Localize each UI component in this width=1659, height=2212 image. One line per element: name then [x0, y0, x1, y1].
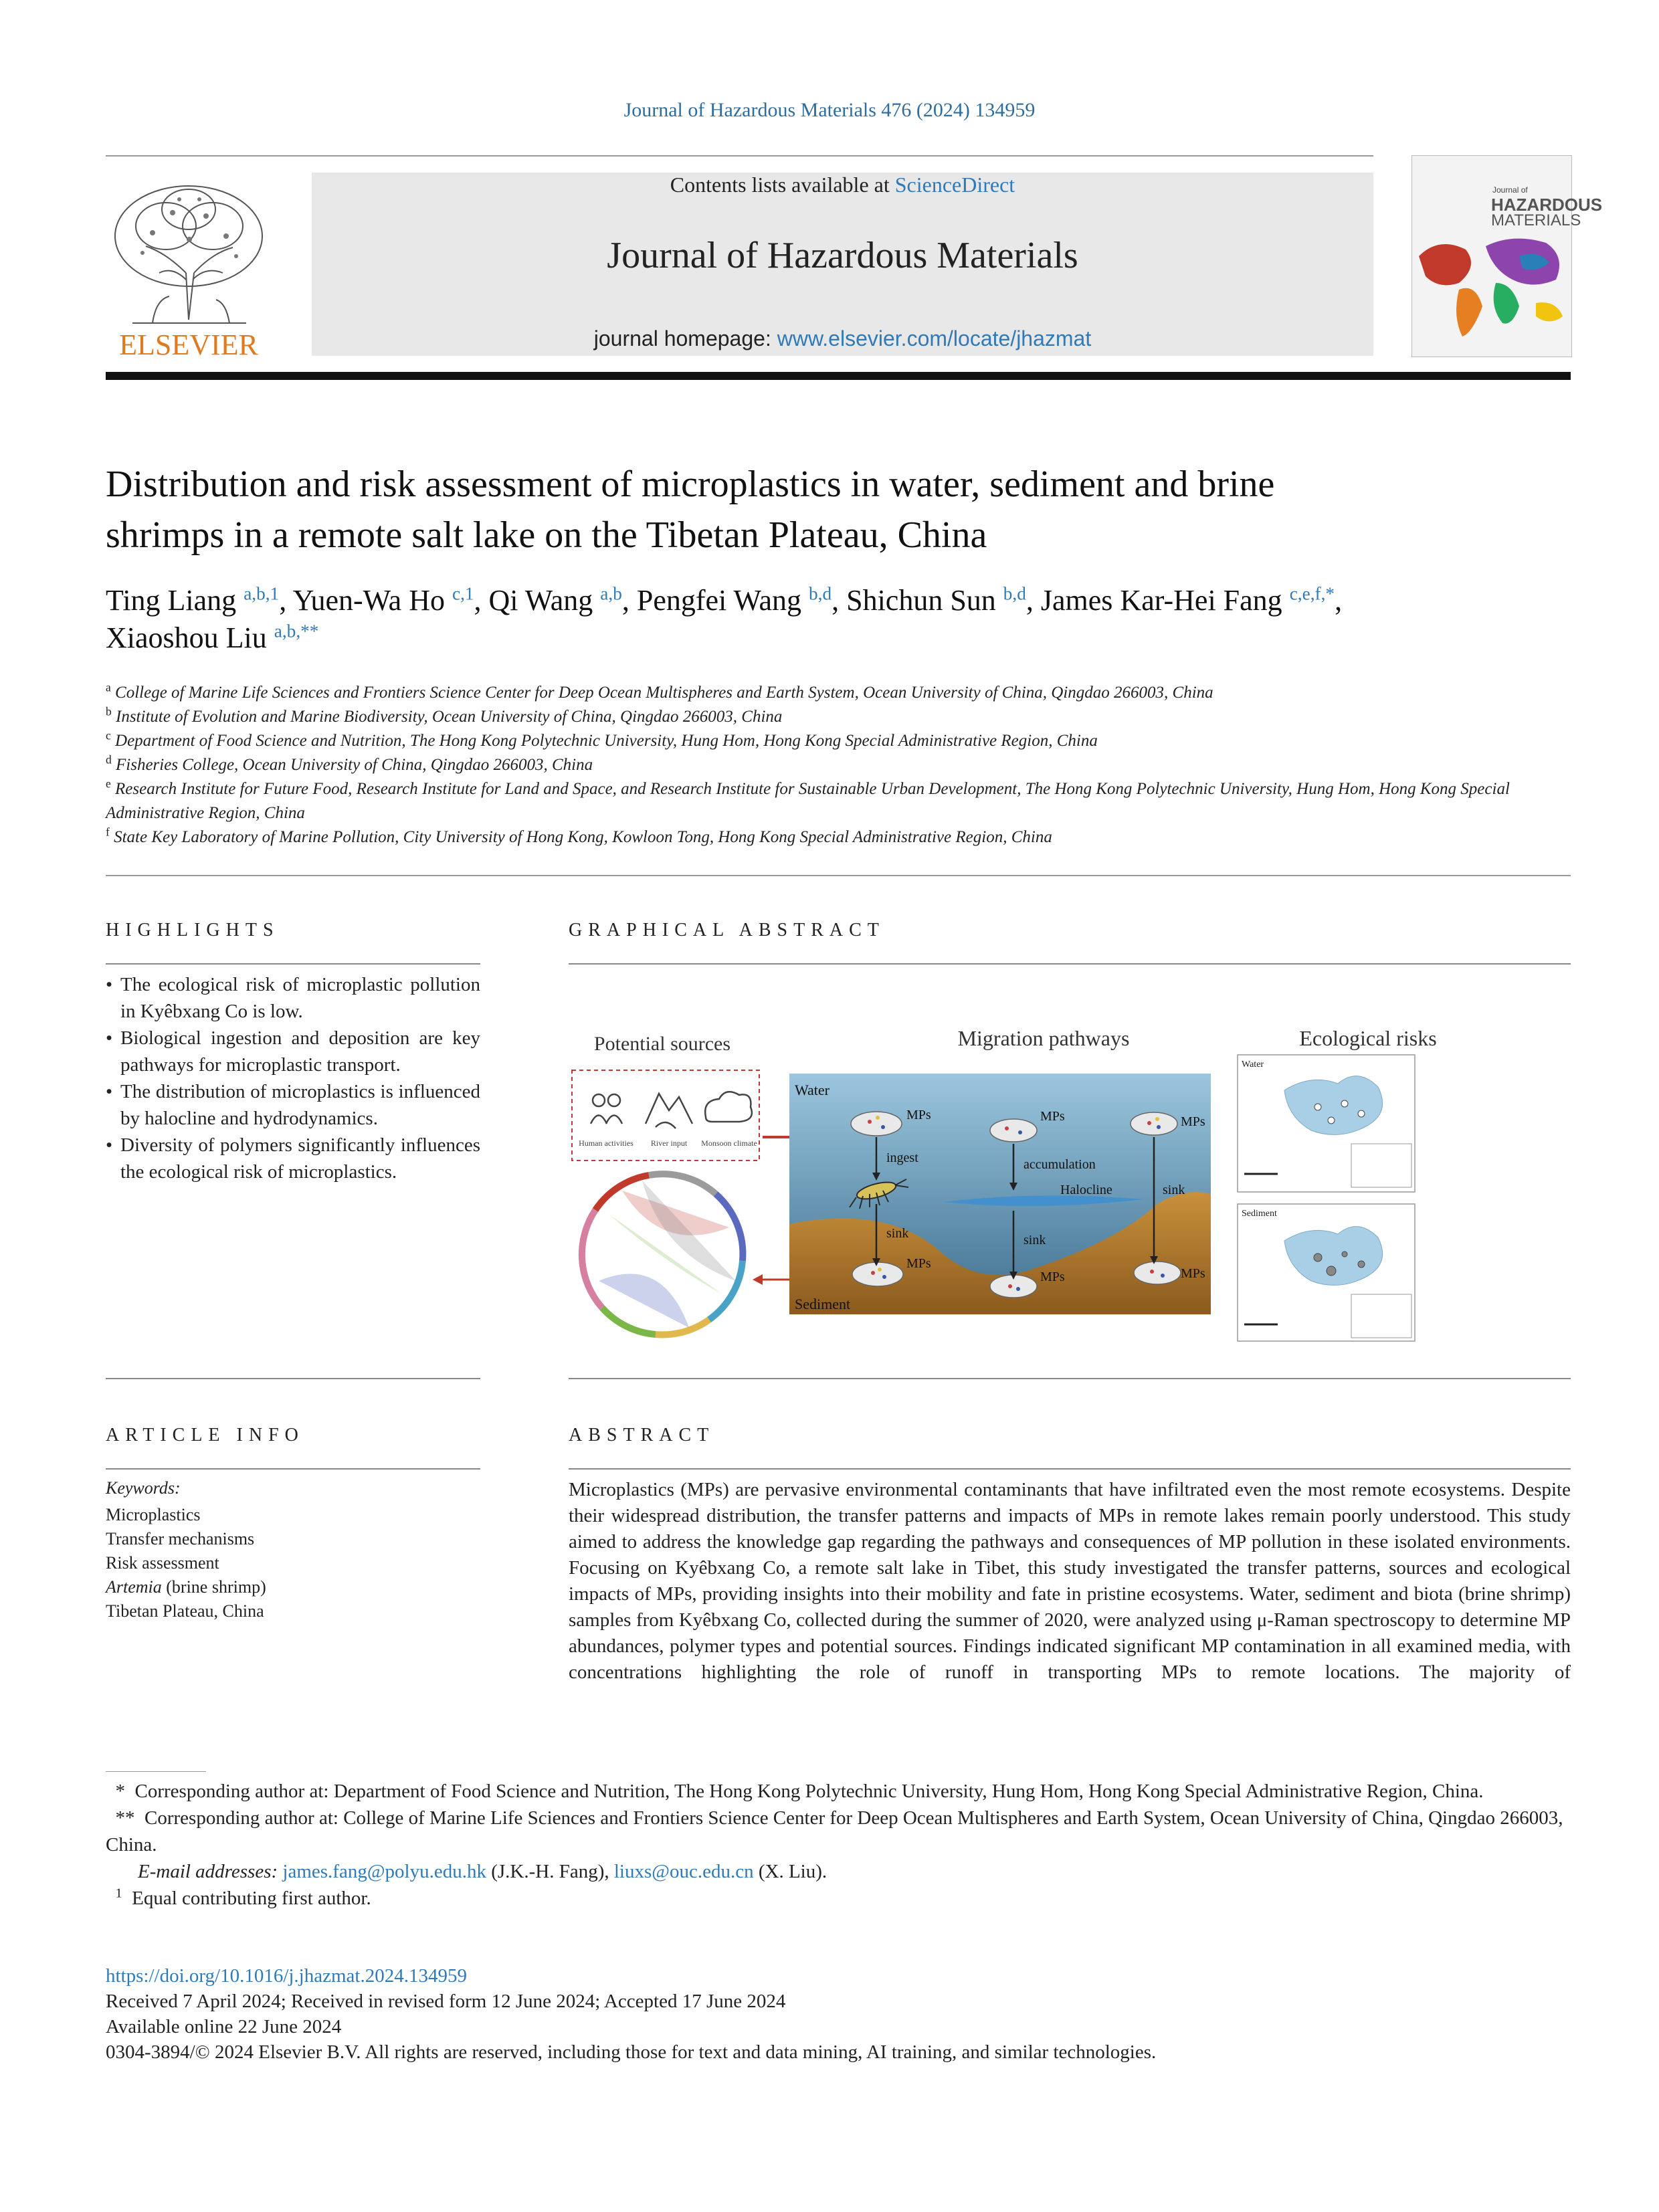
author-name[interactable]: Xiaoshou Liu	[106, 621, 267, 654]
footnote-corresponding-1	[106, 1778, 1571, 1805]
author-affiliation-marks[interactable]: b,d	[1003, 583, 1026, 604]
email-label: E-mail addresses:	[138, 1861, 278, 1882]
author-name[interactable]: James Kar-Hei Fang	[1040, 584, 1282, 617]
highlight-item: • The distribution of microplastics is influenced by halocline and hydrodynamics.	[106, 1078, 480, 1132]
keyword-item	[106, 1575, 266, 1599]
ga-map-sediment-label: Sediment	[1242, 1209, 1277, 1219]
ga-mps-label-5: MPs	[1040, 1270, 1065, 1284]
graphical-abstract-heading: GRAPHICAL ABSTRACT	[569, 920, 885, 940]
footnote-emails	[106, 1858, 1571, 1885]
cover-line3: MATERIALS	[1491, 211, 1581, 229]
ga-migration-pathways-label: Migration pathways	[957, 1026, 1130, 1050]
publication-info	[106, 1963, 1571, 2065]
footnote-mark: *	[115, 1781, 125, 1802]
affiliation-item	[106, 777, 1571, 825]
author-affiliation-marks[interactable]: a,b,1	[243, 583, 280, 604]
received-dates: Received 7 April 2024; Received in revised form 12 June 2024; Accepted 17 June 2024	[106, 1991, 786, 2012]
keyword-text: Transfer mechanisms	[106, 1529, 255, 1548]
sciencedirect-link[interactable]: ScienceDirect	[894, 173, 1015, 197]
author-name[interactable]: Yuen-Wa Ho	[292, 584, 445, 617]
highlights-rule	[106, 963, 480, 965]
abstract-rule	[569, 1468, 1571, 1470]
ga-mps-label-4: MPs	[906, 1256, 931, 1271]
affiliation-item	[106, 825, 1571, 849]
affiliation-list	[106, 681, 1571, 849]
monsoon-climate-icon	[705, 1092, 752, 1122]
highlights-heading: HIGHLIGHTS	[106, 920, 280, 940]
article-info-heading: ARTICLE INFO	[106, 1425, 304, 1445]
journal-reference[interactable]: Journal of Hazardous Materials 476 (2024) 134959	[623, 99, 1036, 121]
journal-banner	[312, 173, 1373, 356]
ga-human-activities-label: Human activities	[579, 1138, 633, 1148]
author-affiliation-marks[interactable]: a,b,**	[274, 621, 319, 641]
available-online: Available online 22 June 2024	[106, 2016, 342, 2037]
ga-halocline-label: Halocline	[1060, 1183, 1112, 1197]
email-link-liu[interactable]: liuxs@ouc.edu.cn	[613, 1861, 754, 1882]
homepage-link[interactable]: www.elsevier.com/locate/jhazmat	[777, 326, 1092, 350]
author-affiliation-marks[interactable]: c,e,f,*	[1289, 583, 1335, 604]
journal-name: Journal of Hazardous Materials	[607, 235, 1078, 276]
affiliation-key: d	[106, 752, 112, 767]
ga-monsoon-climate-label: Monsoon climate	[701, 1138, 757, 1148]
author-affiliation-marks[interactable]: b,d	[809, 583, 832, 604]
keyword-item	[106, 1599, 266, 1623]
ga-chord-diagram	[582, 1174, 743, 1334]
ga-sediment-risk-map	[1238, 1204, 1415, 1341]
footnote-text: Equal contributing first author.	[132, 1888, 371, 1909]
author-separator: ,	[1335, 584, 1343, 617]
ga-ecological-risks-label: Ecological risks	[1299, 1026, 1437, 1050]
keyword-text: Microplastics	[106, 1505, 201, 1524]
affiliation-text: Institute of Evolution and Marine Biodiversity, Ocean University of China, Qingdao 266003, China	[116, 708, 783, 726]
affiliation-key: b	[106, 704, 112, 718]
author-affiliation-marks[interactable]: c,1	[452, 583, 474, 604]
graphical-abstract-bottom-rule	[569, 1378, 1571, 1379]
homepage-line	[312, 326, 1373, 351]
affiliation-item	[106, 753, 1571, 777]
elsevier-tree-icon	[106, 173, 272, 361]
elsevier-logo	[106, 173, 272, 361]
ga-sink-label-1: sink	[1163, 1183, 1185, 1197]
author-separator: ,	[279, 584, 293, 617]
keywords-list	[106, 1503, 266, 1623]
affiliation-key: f	[106, 825, 110, 839]
contents-prefix: Contents lists available at	[670, 173, 895, 197]
highlight-item: • Diversity of polymers significantly influences the ecological risk of microplastics.	[106, 1132, 480, 1185]
highlight-item: • Biological ingestion and deposition are key pathways for microplastic transport.	[106, 1025, 480, 1078]
author-name[interactable]: Ting Liang	[106, 584, 237, 617]
footnotes	[106, 1778, 1571, 1912]
keyword-item	[106, 1527, 266, 1551]
graphical-abstract-rule	[569, 963, 1571, 965]
ga-ingest-label: ingest	[886, 1150, 918, 1165]
publisher-wordmark: ELSEVIER	[119, 328, 258, 361]
abstract-heading: ABSTRACT	[569, 1425, 715, 1445]
footnote-mark: **	[115, 1807, 135, 1829]
affiliation-key: e	[106, 777, 111, 791]
affiliation-item	[106, 729, 1571, 753]
highlights-bottom-rule	[106, 1378, 480, 1379]
affiliation-text: State Key Laboratory of Marine Pollution, City University of Hong Kong, Kowloon Tong, Hong Kong Special Administrative Region, China	[114, 828, 1052, 846]
email-owner: (X. Liu).	[753, 1861, 827, 1882]
homepage-prefix: journal homepage:	[593, 326, 777, 350]
doi-link[interactable]: https://doi.org/10.1016/j.jhazmat.2024.134959	[106, 1965, 467, 1987]
affiliation-text: Department of Food Science and Nutrition, The Hong Kong Polytechnic University, Hung Hom, Hong Kong Special Administrative Region, China	[115, 732, 1098, 750]
footnote-text: Corresponding author at: College of Marine Life Sciences and Frontiers Science Center for Deep Ocean Multispheres and Earth System, Ocean University of China, Qingdao 266003, China.	[106, 1807, 1563, 1855]
abstract-body: Microplastics (MPs) are pervasive environmental contaminants that have infiltrated even the most remote ecosystems. Despite their widespread distribution, the transfer patterns and impacts of MPs in remote lakes remain poorly understood. This study aimed to address the knowledge gap regarding the pathways and consequences of MP pollution in these isolated environments. Focusing on Kyêbxang Co, a remote salt lake in Tibet, this study investigated the transfer patterns, sources and ecological impacts of MPs, providing insights into their mobility and fate in pristine ecosystems. Water, sediment and biota (brine shrimp) samples from Kyêbxang Co, collected during the summer of 2020, were analyzed using μ-Raman spectroscopy to determine MP abundances, polymer types and potential sources. Findings indicated significant MP contamination in all examined media, with concentrations highlighting the role of runoff in transporting MPs to remote locations. The majority of	[569, 1479, 1571, 1683]
author-separator: ,	[621, 584, 637, 617]
copyright: 0304-3894/© 2024 Elsevier B.V. All rights are reserved, including those for text and data mining, AI training, and similar technologies.	[106, 2041, 1157, 2063]
author-list	[106, 582, 1377, 657]
affiliation-item	[106, 705, 1571, 729]
ga-potential-sources-label: Potential sources	[593, 1033, 731, 1055]
cover-line2: HAZARDOUS	[1491, 195, 1603, 215]
ga-map-water-label: Water	[1242, 1060, 1264, 1070]
footnote-equal-contribution	[106, 1885, 1571, 1912]
graphical-abstract-figure[interactable]	[569, 973, 1571, 1348]
contents-line	[312, 173, 1373, 197]
ga-sink-label-3: sink	[1023, 1233, 1046, 1247]
keyword-text: Tibetan Plateau, China	[106, 1601, 264, 1621]
highlights-list	[106, 971, 480, 1185]
ga-water-label: Water	[795, 1082, 830, 1098]
email-owner: (J.K.-H. Fang),	[486, 1861, 614, 1882]
ga-mps-label-6: MPs	[1181, 1266, 1205, 1281]
affiliation-key: c	[106, 728, 111, 742]
author-name[interactable]: Pengfei Wang	[636, 584, 801, 617]
affiliation-item	[106, 681, 1571, 705]
author-separator: ,	[474, 584, 489, 617]
keyword-text: Risk assessment	[106, 1553, 219, 1573]
ga-mps-label-2: MPs	[1040, 1109, 1065, 1124]
footnote-corresponding-2	[106, 1805, 1571, 1858]
affiliation-text: Fisheries College, Ocean University of China, Qingdao 266003, China	[116, 756, 593, 774]
footnote-text: Corresponding author at: Department of Food Science and Nutrition, The Hong Kong Polytechnic University, Hung Hom, Hong Kong Special Administrative Region, China.	[134, 1781, 1484, 1802]
header-thick-rule	[106, 372, 1571, 380]
author-separator: ,	[832, 584, 847, 617]
author-separator: ,	[1026, 584, 1041, 617]
human-activities-icon	[591, 1094, 622, 1124]
affiliation-rule	[106, 875, 1571, 876]
affiliation-key: a	[106, 680, 111, 694]
ga-sediment-label: Sediment	[795, 1296, 851, 1312]
keyword-item	[106, 1551, 266, 1575]
affiliation-text: College of Marine Life Sciences and Frontiers Science Center for Deep Ocean Multispheres and Earth System, Ocean University of China, Qingdao 266003, China	[115, 684, 1213, 702]
keyword-item	[106, 1503, 266, 1527]
highlight-item: • The ecological risk of microplastic pollution in Kyêbxang Co is low.	[106, 971, 480, 1025]
article-info-rule	[106, 1468, 480, 1470]
keyword-suffix: (brine shrimp)	[161, 1577, 266, 1597]
footnote-rule	[106, 1771, 206, 1772]
footnote-mark: 1	[115, 1886, 122, 1901]
ga-sink-label-2: sink	[886, 1226, 909, 1241]
ga-mps-label-1: MPs	[906, 1108, 931, 1122]
affiliation-text: Research Institute for Future Food, Research Institute for Land and Space, and Research Institute for Sustainable Urban Development, The Hong Kong Polytechnic University, Hung Hom, Hong Kong Special Administrative Region, China	[106, 780, 1510, 822]
email-link-fang[interactable]: james.fang@polyu.edu.hk	[282, 1861, 486, 1882]
cover-line1: Journal of	[1492, 185, 1528, 195]
keyword-text: Artemia	[106, 1577, 162, 1597]
ga-accumulation-label: accumulation	[1023, 1157, 1096, 1172]
ga-river-input-label: River input	[650, 1138, 688, 1148]
river-input-icon	[646, 1094, 692, 1128]
journal-cover-thumbnail[interactable]	[1411, 155, 1603, 357]
keywords-label: Keywords:	[106, 1478, 181, 1498]
author-affiliation-marks[interactable]: a,b	[600, 583, 622, 604]
author-name[interactable]: Qi Wang	[488, 584, 593, 617]
article-title: Distribution and risk assessment of microplastics in water, sediment and brine shrimps in a remote salt lake on the Tibetan Plateau, China	[106, 464, 1275, 556]
header-top-rule	[106, 155, 1373, 157]
ga-water-risk-map	[1238, 1055, 1415, 1192]
ga-mps-label-3: MPs	[1181, 1114, 1205, 1129]
author-name[interactable]: Shichun Sun	[846, 584, 996, 617]
